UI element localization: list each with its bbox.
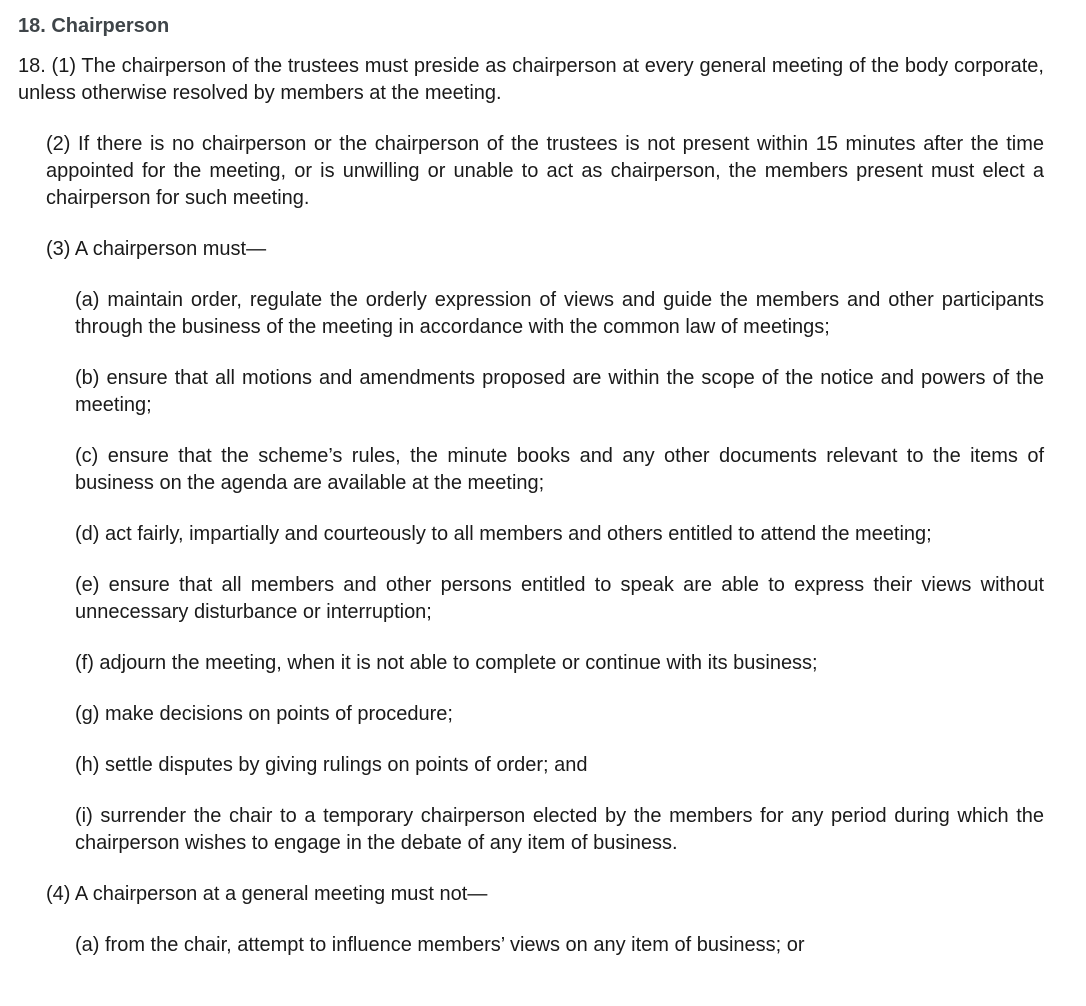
paragraph-18-2: (2) If there is no chairperson or the chairperson of the trustees is not present within 15 minutes after the time appointed for the meeting, or is unwilling or unable to act as chairperson, the members present must elect a chairperson for such meeting.: [46, 133, 1044, 209]
paragraph-18-3: (3) A chairperson must—: [46, 238, 267, 260]
paragraph-18-3-f: (f) adjourn the meeting, when it is not able to complete or continue with its business;: [75, 652, 818, 674]
paragraph-18-3-e: (e) ensure that all members and other persons entitled to speak are able to express their views without unnecessary disturbance or interruption;: [75, 574, 1044, 623]
paragraph-18-4: (4) A chairperson at a general meeting must not—: [46, 883, 488, 905]
paragraph-18-3-c: (c) ensure that the scheme’s rules, the minute books and any other documents relevant to the items of business on the agenda are available at the meeting;: [75, 445, 1044, 494]
paragraph-18-3-i: (i) surrender the chair to a temporary chairperson elected by the members for any period during which the chairperson wishes to engage in the debate of any item of business.: [75, 805, 1044, 854]
paragraph-18-3-b: (b) ensure that all motions and amendments proposed are within the scope of the notice and powers of the meeting;: [75, 367, 1044, 416]
paragraph-18-4-a: (a) from the chair, attempt to influence members’ views on any item of business; or: [75, 934, 805, 956]
paragraph-18-1: 18. (1) The chairperson of the trustees must preside as chairperson at every general meeting of the body corporate, unless otherwise resolved by members at the meeting.: [18, 55, 1044, 104]
paragraph-18-3-d: (d) act fairly, impartially and courteously to all members and others entitled to attend the meeting;: [75, 523, 932, 545]
paragraph-18-3-a: (a) maintain order, regulate the orderly expression of views and guide the members and other participants through the business of the meeting in accordance with the common law of meetings;: [75, 289, 1044, 338]
section-heading: 18. Chairperson: [18, 15, 170, 37]
paragraph-18-3-g: (g) make decisions on points of procedure;: [75, 703, 453, 725]
paragraph-18-3-h: (h) settle disputes by giving rulings on points of order; and: [75, 754, 588, 776]
